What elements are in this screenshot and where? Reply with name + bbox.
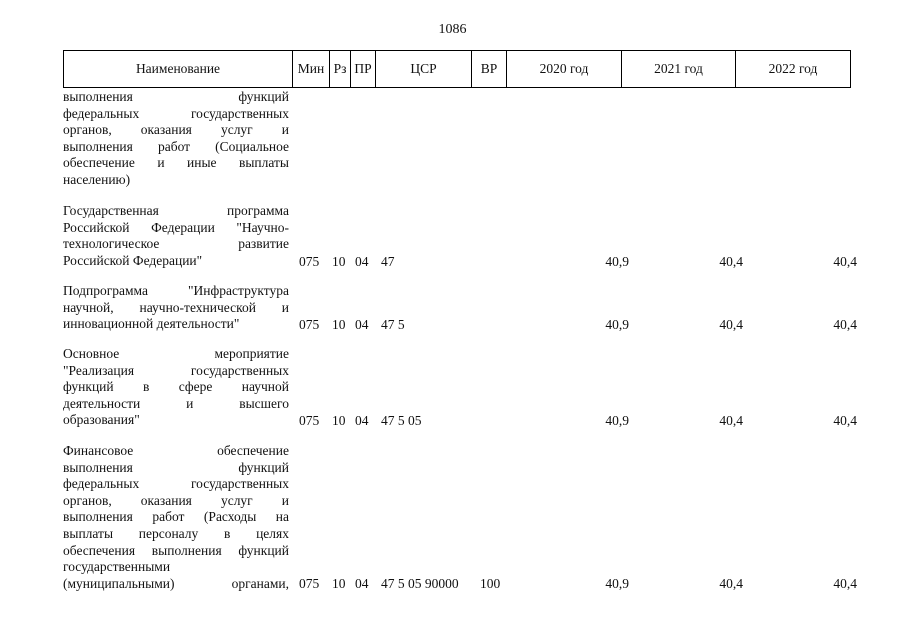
name-line: федеральных государственных xyxy=(63,476,289,492)
cell-pr: 04 xyxy=(355,317,369,332)
cell-min: 075 xyxy=(299,413,320,428)
name-line: выполнения функций xyxy=(63,89,289,104)
name-line: обеспечения выполнения функций xyxy=(63,542,289,558)
name-line: образования" xyxy=(63,412,140,428)
cell-2020: 40,9 xyxy=(605,576,629,591)
cell-csr: 47 xyxy=(381,254,395,269)
row-name xyxy=(63,443,289,592)
cell-2022: 40,4 xyxy=(833,413,857,428)
header-pr: ПР xyxy=(351,51,376,88)
name-line: органов, оказания услуг и xyxy=(63,492,289,508)
name-line: деятельности и высшего xyxy=(63,395,289,411)
page-number: 1086 xyxy=(438,22,467,37)
cell-pr: 04 xyxy=(355,413,369,428)
name-line: государственными xyxy=(63,559,171,575)
cell-csr: 47 5 05 90000 xyxy=(381,576,459,591)
name-line: Основное мероприятие xyxy=(63,346,289,361)
name-line: Подпрограмма "Инфраструктура xyxy=(63,283,289,298)
cell-pr: 04 xyxy=(355,254,369,269)
header-name: Наименование xyxy=(64,51,293,88)
name-line: "Реализация государственных xyxy=(63,362,289,378)
name-line: Государственная программа xyxy=(63,203,289,218)
cell-2020: 40,9 xyxy=(605,317,629,332)
cell-min: 075 xyxy=(299,576,320,591)
header-2020: 2020 год xyxy=(507,51,622,88)
cell-rz: 10 xyxy=(332,254,346,269)
table-row xyxy=(63,283,863,333)
cell-2021: 40,4 xyxy=(719,413,743,428)
row-name xyxy=(63,346,289,429)
table-row xyxy=(63,346,863,430)
name-line: органов, оказания услуг и xyxy=(63,122,289,138)
name-line: Финансовое обеспечение xyxy=(63,443,289,458)
cell-rz: 10 xyxy=(332,413,346,428)
cell-2021: 40,4 xyxy=(719,317,743,332)
header-vr: ВР xyxy=(472,51,507,88)
row-name xyxy=(63,203,289,269)
name-line: технологическое развитие xyxy=(63,236,289,252)
name-line: обеспечение и иные выплаты xyxy=(63,155,289,171)
table-header xyxy=(63,50,851,88)
name-line: функций в сфере научной xyxy=(63,379,289,395)
row-name xyxy=(63,89,289,189)
table-row xyxy=(63,89,863,189)
cell-2021: 40,4 xyxy=(719,254,743,269)
cell-2022: 40,4 xyxy=(833,254,857,269)
cell-2020: 40,9 xyxy=(605,254,629,269)
name-line: выполнения работ (Расходы на xyxy=(63,509,289,525)
header-min: Мин xyxy=(293,51,330,88)
name-line: выплаты персоналу в целях xyxy=(63,525,289,541)
cell-2020: 40,9 xyxy=(605,413,629,428)
name-line: населению) xyxy=(63,171,131,187)
cell-rz: 10 xyxy=(332,317,346,332)
name-line: научной, научно-технической и xyxy=(63,299,289,315)
table-row xyxy=(63,443,863,593)
cell-csr: 47 5 xyxy=(381,317,405,332)
name-line: федеральных государственных xyxy=(63,105,289,121)
cell-2022: 40,4 xyxy=(833,576,857,591)
header-2022: 2022 год xyxy=(736,51,851,88)
header-csr: ЦСР xyxy=(376,51,472,88)
name-line: выполнения функций xyxy=(63,459,289,475)
header-rz: Рз xyxy=(330,51,351,88)
name-line: Российской Федерации "Научно- xyxy=(63,219,289,235)
cell-2021: 40,4 xyxy=(719,576,743,591)
table-row xyxy=(63,203,863,270)
cell-pr: 04 xyxy=(355,576,369,591)
name-line: (муниципальными) органами, xyxy=(63,575,289,591)
cell-vr: 100 xyxy=(480,576,501,591)
name-line: Российской Федерации" xyxy=(63,252,203,268)
cell-rz: 10 xyxy=(332,576,346,591)
name-line: выполнения работ (Социальное xyxy=(63,138,289,154)
row-name xyxy=(63,283,289,333)
cell-min: 075 xyxy=(299,254,320,269)
header-2021: 2021 год xyxy=(622,51,736,88)
cell-csr: 47 5 05 xyxy=(381,413,422,428)
name-line: инновационной деятельности" xyxy=(63,316,240,332)
cell-2022: 40,4 xyxy=(833,317,857,332)
cell-min: 075 xyxy=(299,317,320,332)
